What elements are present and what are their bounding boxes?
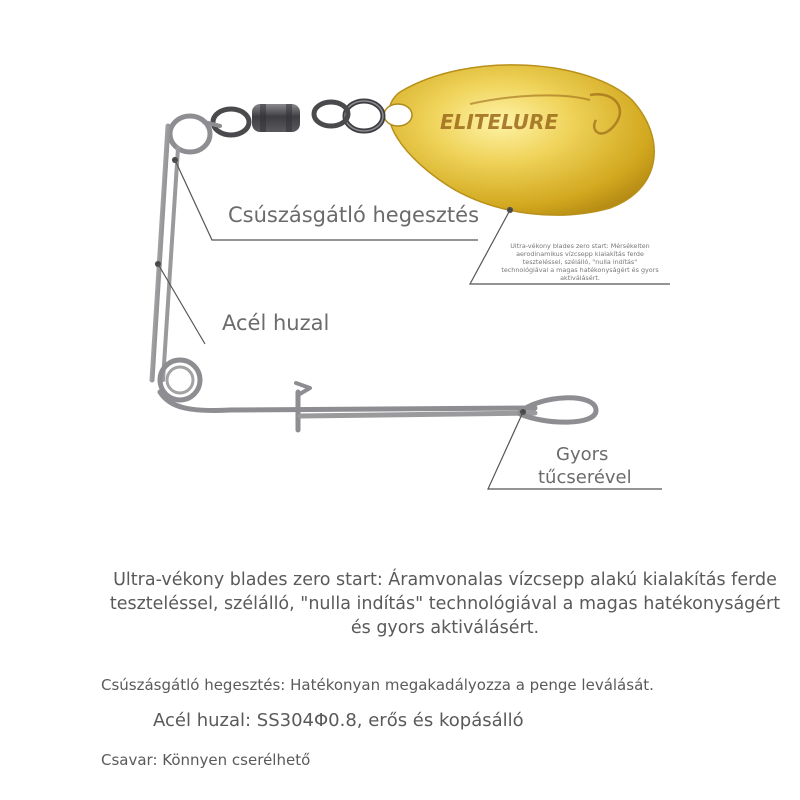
description-weld: Csúszásgátló hegesztés: Hatékonyan megakadályozza a penge leválását. [101, 676, 654, 694]
callout-blade-note: Ultra-vékony blades zero start: Mérsékelten aerodinamikus vízcsepp kialakítás ferde teszteléssel, szélálló, "nulla indítás" technológiával a magas hatékonyságért és gyors aktiválásért. [501, 242, 659, 282]
description-screw: Csavar: Könnyen cserélhető [101, 751, 311, 769]
spinner-blade [384, 65, 654, 215]
description-wire: Acél huzal: SS304Φ0.8, erős és kopásálló [153, 710, 524, 731]
split-ring [345, 101, 383, 131]
barrel-swivel [213, 102, 348, 135]
svg-text:ELITELURE: ELITELURE [440, 110, 559, 134]
callout-wire-label: Acél huzal [222, 311, 330, 335]
description-blades: Ultra-vékony blades zero start: Áramvonalas vízcsepp alakú kialakítás ferde teszteléssel, szélálló, "nulla indítás" technológiával a magas hatékonyságért és gyors aktiválásért. [109, 570, 781, 638]
callout-weld-label: Csúszásgátló hegesztés [228, 203, 480, 227]
callout-snap-label-line2: tűcserével [538, 467, 632, 488]
callout-snap-label-line1: Gyors [556, 444, 609, 465]
